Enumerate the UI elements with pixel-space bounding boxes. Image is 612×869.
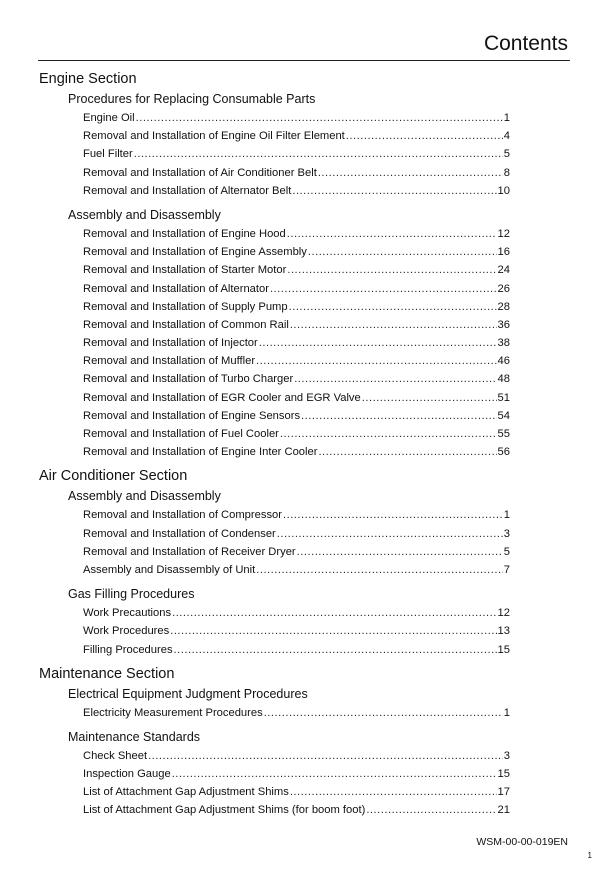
section-title: Engine Section bbox=[39, 71, 137, 87]
toc-entry-label: Check Sheet bbox=[83, 749, 148, 762]
toc-entry[interactable] bbox=[83, 127, 510, 145]
toc-entry[interactable] bbox=[83, 525, 510, 543]
toc-entry-page-number: 54 bbox=[497, 409, 510, 422]
toc-entry[interactable] bbox=[83, 747, 510, 765]
toc-entry-page-number: 26 bbox=[497, 282, 510, 295]
toc-entry[interactable] bbox=[83, 704, 510, 722]
subsection-title: Maintenance Standards bbox=[68, 729, 201, 744]
dot-leader bbox=[280, 425, 497, 443]
toc-entry-label: Removal and Installation of Engine Inter Cooler bbox=[83, 446, 318, 459]
dot-leader bbox=[289, 298, 497, 316]
dot-leader bbox=[264, 704, 503, 722]
toc-entry-page-number: 51 bbox=[497, 391, 510, 404]
toc-entry[interactable] bbox=[83, 182, 510, 200]
toc-entry[interactable] bbox=[83, 298, 510, 316]
toc-entry-page-number: 12 bbox=[497, 227, 510, 240]
dot-leader bbox=[172, 765, 497, 783]
toc-entry[interactable] bbox=[83, 280, 510, 298]
toc-entry-label: Assembly and Disassembly of Unit bbox=[83, 563, 256, 576]
toc-entry-label: Removal and Installation of EGR Cooler and EGR Valve bbox=[83, 391, 361, 404]
toc-entry-page-number: 28 bbox=[497, 300, 510, 313]
page-title: Contents bbox=[483, 32, 568, 55]
toc-entry-page-number: 56 bbox=[497, 446, 510, 459]
toc-entry-label: Removal and Installation of Starter Motor bbox=[83, 264, 287, 277]
toc-entry-label: Filling Procedures bbox=[83, 643, 173, 656]
toc-entry-label: Removal and Installation of Engine Oil Filter Element bbox=[83, 130, 345, 143]
page-number: 1 bbox=[587, 851, 592, 860]
toc-entry-label: Engine Oil bbox=[83, 112, 135, 124]
toc-entry-label: Removal and Installation of Fuel Cooler bbox=[83, 428, 279, 440]
subsection-title: Assembly and Disassembly bbox=[68, 489, 221, 504]
toc-entry-label: Removal and Installation of Muffler bbox=[83, 355, 256, 368]
toc-entry-page-number: 1 bbox=[503, 706, 510, 719]
toc-entry-page-number: 16 bbox=[497, 246, 510, 259]
toc-entry-label: Removal and Installation of Air Conditioner Belt bbox=[83, 166, 317, 179]
toc-entry-label: Work Procedures bbox=[83, 625, 170, 638]
toc-entry[interactable] bbox=[83, 765, 510, 783]
toc-entry-page-number: 8 bbox=[503, 166, 510, 179]
section-title: Air Conditioner Section bbox=[39, 468, 188, 485]
toc-entry-label: Inspection Gauge bbox=[83, 768, 171, 781]
subsection-title: Gas Filling Procedures bbox=[68, 587, 195, 602]
dot-leader bbox=[134, 145, 503, 163]
toc-entry[interactable] bbox=[83, 622, 510, 640]
toc-entry-page-number: 1 bbox=[503, 509, 510, 522]
toc-entry-label: Removal and Installation of Engine Hood bbox=[83, 227, 286, 240]
toc-entry-page-number: 46 bbox=[497, 355, 510, 368]
toc-entry-label: Work Precautions bbox=[83, 607, 172, 620]
toc-entry[interactable] bbox=[83, 641, 510, 659]
section-title: Maintenance Section bbox=[39, 665, 175, 682]
toc-entry[interactable] bbox=[83, 334, 510, 352]
toc-entry[interactable] bbox=[83, 425, 510, 443]
toc-entry-label: Removal and Installation of Compressor bbox=[83, 509, 282, 522]
toc-entry-page-number: 7 bbox=[503, 563, 510, 576]
subsection-title: Electrical Equipment Judgment Procedures bbox=[68, 686, 308, 701]
toc-entry-label: Electricity Measurement Procedures bbox=[83, 706, 263, 719]
dot-leader bbox=[294, 370, 496, 388]
dot-leader bbox=[362, 389, 497, 407]
table-of-contents bbox=[0, 68, 612, 820]
dot-leader bbox=[172, 604, 496, 622]
dot-leader bbox=[256, 352, 497, 370]
toc-entry-page-number: 24 bbox=[497, 264, 510, 277]
dot-leader bbox=[297, 543, 503, 561]
document-code: WSM-00-00-019EN bbox=[476, 836, 568, 848]
toc-entry-page-number: 48 bbox=[497, 373, 510, 386]
dot-leader bbox=[277, 525, 503, 543]
toc-entry-page-number: 55 bbox=[497, 428, 510, 440]
toc-entry-page-number: 4 bbox=[503, 130, 510, 143]
toc-entry-page-number: 38 bbox=[497, 337, 510, 350]
subsection-title: Assembly and Disassembly bbox=[68, 207, 221, 222]
dot-leader bbox=[148, 747, 503, 765]
toc-entry-label: List of Attachment Gap Adjustment Shims bbox=[83, 786, 289, 799]
toc-entry-page-number: 36 bbox=[497, 318, 510, 331]
toc-entry[interactable] bbox=[83, 604, 510, 622]
toc-entry-label: Removal and Installation of Alternator bbox=[83, 282, 269, 295]
dot-leader bbox=[290, 783, 497, 801]
toc-entry-page-number: 5 bbox=[503, 148, 510, 161]
toc-entry[interactable] bbox=[83, 109, 510, 127]
toc-entry-page-number: 15 bbox=[497, 768, 510, 781]
dot-leader bbox=[256, 561, 503, 579]
toc-entry[interactable] bbox=[83, 543, 510, 561]
dot-leader bbox=[292, 182, 496, 200]
dot-leader bbox=[318, 164, 503, 182]
toc-entry-label: Removal and Installation of Engine Sensors bbox=[83, 409, 301, 422]
dot-leader bbox=[283, 506, 503, 524]
toc-entry-label: Removal and Installation of Condenser bbox=[83, 527, 276, 540]
toc-entry[interactable] bbox=[83, 145, 510, 163]
toc-entry[interactable] bbox=[83, 352, 510, 370]
toc-entry[interactable] bbox=[83, 370, 510, 388]
dot-leader bbox=[346, 127, 503, 145]
toc-entry[interactable] bbox=[83, 164, 510, 182]
toc-entry-label: Removal and Installation of Alternator Belt bbox=[83, 184, 292, 197]
dot-leader bbox=[136, 109, 503, 127]
toc-entry-label: Removal and Installation of Receiver Dryer bbox=[83, 545, 296, 558]
dot-leader bbox=[287, 225, 497, 243]
toc-entry-page-number: 5 bbox=[503, 545, 510, 558]
dot-leader bbox=[270, 280, 497, 298]
toc-entry-page-number: 10 bbox=[497, 184, 510, 197]
toc-entry[interactable] bbox=[83, 783, 510, 801]
dot-leader bbox=[318, 443, 496, 461]
toc-entry[interactable] bbox=[83, 407, 510, 425]
dot-leader bbox=[259, 334, 497, 352]
dot-leader bbox=[174, 641, 497, 659]
toc-entry-label: List of Attachment Gap Adjustment Shims (for boom foot) bbox=[83, 804, 366, 817]
toc-entry[interactable] bbox=[83, 443, 510, 461]
toc-entry-page-number: 1 bbox=[503, 112, 510, 124]
toc-entry[interactable] bbox=[83, 801, 510, 819]
subsection-title: Procedures for Replacing Consumable Parts bbox=[68, 92, 316, 106]
toc-entry-label: Removal and Installation of Engine Assembly bbox=[83, 246, 307, 259]
dot-leader bbox=[170, 622, 496, 640]
toc-entry-label: Removal and Installation of Turbo Charger bbox=[83, 373, 294, 386]
toc-entry-page-number: 3 bbox=[503, 527, 510, 540]
toc-entry[interactable] bbox=[83, 389, 510, 407]
toc-entry-page-number: 13 bbox=[497, 625, 510, 638]
toc-entry[interactable] bbox=[83, 261, 510, 279]
toc-entry[interactable] bbox=[83, 316, 510, 334]
toc-entry-label: Removal and Installation of Supply Pump bbox=[83, 300, 288, 313]
toc-entry-page-number: 12 bbox=[497, 607, 510, 620]
toc-entry-page-number: 17 bbox=[497, 786, 510, 799]
toc-entry[interactable] bbox=[83, 506, 510, 524]
toc-entry-label: Removal and Installation of Common Rail bbox=[83, 318, 289, 331]
toc-entry[interactable] bbox=[83, 243, 510, 261]
dot-leader bbox=[287, 261, 496, 279]
dot-leader bbox=[290, 316, 497, 334]
toc-entry-label: Fuel Filter bbox=[83, 148, 133, 161]
toc-entry[interactable] bbox=[83, 561, 510, 579]
toc-entry-page-number: 3 bbox=[503, 749, 510, 762]
toc-entry-page-number: 15 bbox=[497, 643, 510, 656]
title-divider bbox=[38, 60, 570, 61]
toc-entry[interactable] bbox=[83, 225, 510, 243]
toc-entry-label: Removal and Installation of Injector bbox=[83, 337, 258, 350]
dot-leader bbox=[308, 243, 497, 261]
dot-leader bbox=[366, 801, 496, 819]
dot-leader bbox=[301, 407, 497, 425]
toc-entry-page-number: 21 bbox=[497, 804, 510, 817]
